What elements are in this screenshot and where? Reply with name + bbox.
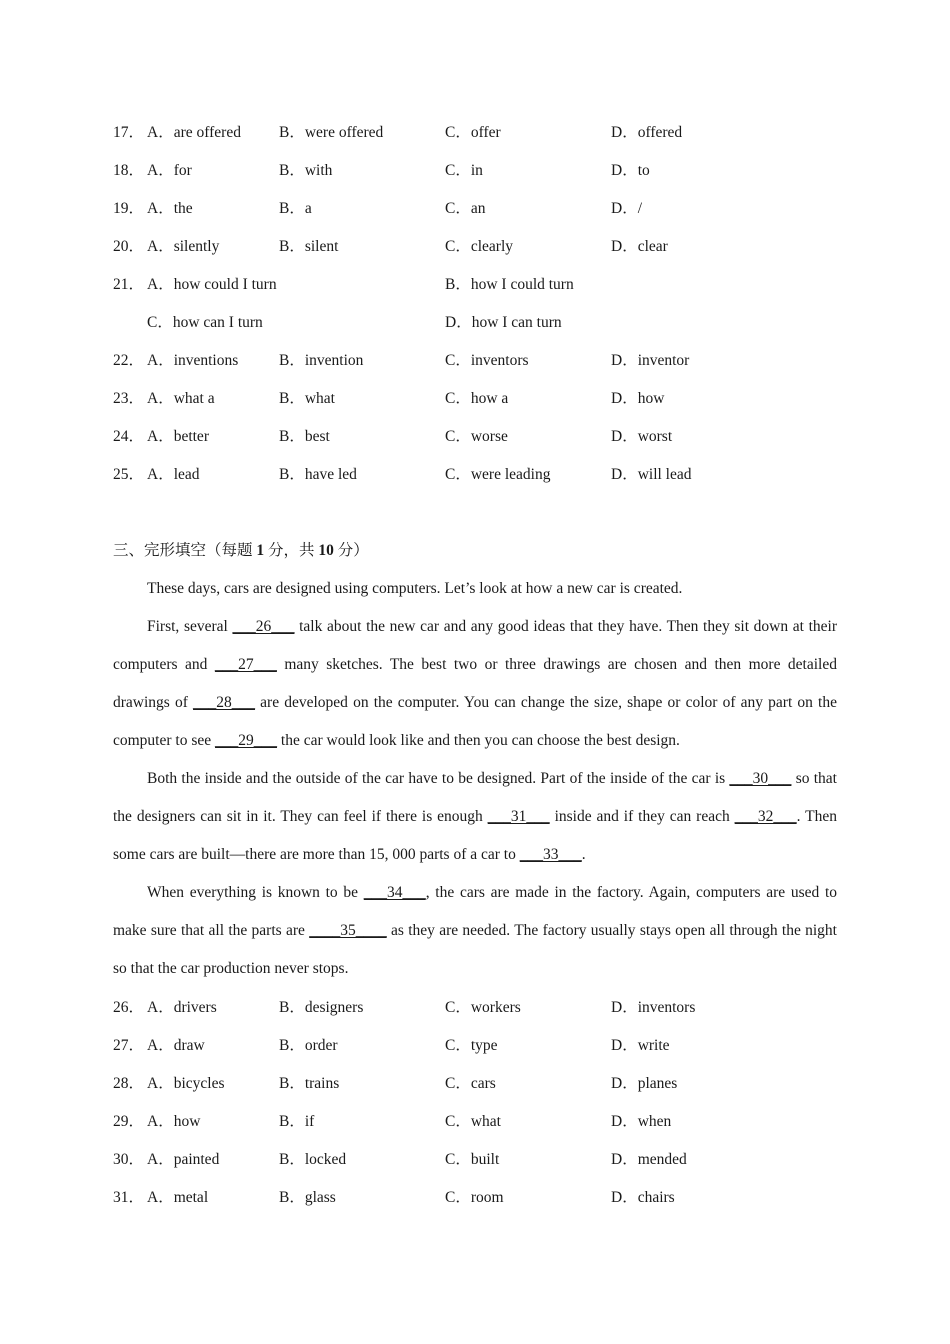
option-d: D．mended (611, 1151, 687, 1168)
question-29 (113, 1110, 837, 1134)
option-b: B．what (279, 390, 335, 407)
option-d: D．how I can turn (445, 314, 562, 331)
option-b: B．how I could turn (445, 276, 574, 293)
paragraph-text: talk about the new car and any good ideas that they have. Then they sit down at their computers and (113, 618, 837, 673)
option-b: B．if (279, 1113, 315, 1130)
question-27 (113, 1034, 837, 1058)
option-c: C．type (445, 1037, 498, 1054)
option-c: C．worse (445, 428, 508, 445)
option-b: B．locked (279, 1151, 347, 1168)
option-a: A．for (147, 162, 192, 179)
option-b: B．trains (279, 1075, 340, 1092)
option-c: C．workers (445, 999, 521, 1016)
blank-26: ___26___ (232, 618, 295, 635)
blank-33: ___33___ (519, 846, 582, 863)
blank-35: ____35____ (309, 922, 387, 939)
paragraph-text: , the cars are made in the factory. Again, computers are used to make sure that all the parts are (113, 884, 838, 939)
option-d: D．to (611, 162, 650, 179)
question-number: 18． (113, 162, 145, 179)
question-24 (113, 425, 837, 449)
question-22 (113, 349, 837, 373)
option-a: A．inventions (147, 352, 239, 369)
title-suffix: 分） (337, 542, 369, 559)
title-prefix: 三、完形填空（每题 (113, 542, 253, 559)
question-number: 31． (113, 1189, 145, 1206)
paragraph-text: Both the inside and the outside of the car have to be designed. Part of the inside of the car is (147, 770, 730, 787)
option-b: B．silent (279, 238, 339, 255)
question-18 (113, 159, 837, 183)
paragraph-text: . Then some cars are built—there are more than 15, 000 parts of a car to (113, 808, 837, 863)
question-number: 25． (113, 466, 145, 483)
paragraph-text: as they are needed. The factory usually stays open all through the night so that the car production never stops. (113, 922, 837, 977)
question-25 (113, 463, 837, 487)
option-d: D．planes (611, 1075, 678, 1092)
question-number: 29． (113, 1113, 145, 1130)
title-number-1: 1 (256, 542, 265, 559)
option-a: A．draw (147, 1037, 205, 1054)
paragraph-text: First, several (147, 618, 233, 635)
option-d: D．inventor (611, 352, 690, 369)
paragraph-text: These days, cars are designed using computers. Let’s look at how a new car is created. (147, 580, 683, 597)
paragraph-text: so that the designers can sit in it. They can feel if there is enough (113, 770, 837, 825)
option-a: A．drivers (147, 999, 217, 1016)
option-a: A．better (147, 428, 209, 445)
blank-31: ___31___ (487, 808, 550, 825)
option-d: D．offered (611, 124, 683, 141)
option-d: D．when (611, 1113, 672, 1130)
question-number: 19． (113, 200, 145, 217)
option-c: C．room (445, 1189, 504, 1206)
option-b: B．with (279, 162, 333, 179)
question-31 (113, 1186, 837, 1210)
option-a: A．are offered (147, 124, 241, 141)
option-d: D．chairs (611, 1189, 675, 1206)
question-21-line-2 (113, 311, 837, 335)
question-number: 17． (113, 124, 145, 141)
question-number: 30． (113, 1151, 145, 1168)
option-b: B．have led (279, 466, 357, 483)
question-19 (113, 197, 837, 221)
paragraph-text: many sketches. The best two or three drawings are chosen and then more detailed drawings of (113, 656, 837, 711)
question-23 (113, 387, 837, 411)
option-d: D．/ (611, 200, 643, 217)
option-b: B．order (279, 1037, 338, 1054)
question-30 (113, 1148, 837, 1172)
option-c: C．in (445, 162, 483, 179)
option-c: C．clearly (445, 238, 514, 255)
question-20 (113, 235, 837, 259)
blank-30: ___30___ (729, 770, 792, 787)
blank-27: ___27___ (214, 656, 277, 673)
option-c: C．offer (445, 124, 501, 141)
paragraph-text: inside and if they can reach (549, 808, 735, 825)
option-c: C．inventors (445, 352, 529, 369)
question-number: 23． (113, 390, 145, 407)
option-c: C．were leading (445, 466, 551, 483)
option-a: A．metal (147, 1189, 209, 1206)
option-b: B．glass (279, 1189, 336, 1206)
question-number: 24． (113, 428, 145, 445)
paragraph-text: . (581, 846, 586, 863)
option-a: A．how could I turn (147, 276, 277, 293)
passage-paragraph-3 (113, 760, 837, 874)
section-title (113, 539, 369, 563)
option-a: A．lead (147, 466, 200, 483)
question-17 (113, 121, 837, 145)
passage-paragraph-2 (113, 608, 837, 760)
title-number-2: 10 (318, 542, 334, 559)
option-b: B．a (279, 200, 312, 217)
option-d: D．worst (611, 428, 673, 445)
question-number: 26． (113, 999, 145, 1016)
option-a: A．bicycles (147, 1075, 225, 1092)
option-c: C．built (445, 1151, 500, 1168)
passage-paragraph-1 (113, 570, 837, 608)
blank-32: ___32___ (734, 808, 797, 825)
option-c: C．cars (445, 1075, 496, 1092)
option-d: D．how (611, 390, 665, 407)
option-c: C．how a (445, 390, 509, 407)
question-26 (113, 996, 837, 1020)
question-number: 20． (113, 238, 145, 255)
blank-28: ___28___ (193, 694, 256, 711)
option-a: A．what a (147, 390, 215, 407)
option-a: A．silently (147, 238, 220, 255)
option-a: A．painted (147, 1151, 220, 1168)
option-d: D．write (611, 1037, 670, 1054)
passage-paragraph-4 (113, 874, 837, 988)
title-mid: 分，共 (268, 542, 315, 559)
question-number: 22． (113, 352, 145, 369)
option-d: D．will lead (611, 466, 692, 483)
option-b: B．were offered (279, 124, 384, 141)
question-number: 21． (113, 276, 145, 293)
blank-34: ___34___ (363, 884, 426, 901)
paragraph-text: the car would look like and then you can choose the best design. (277, 732, 680, 749)
option-d: D．clear (611, 238, 668, 255)
option-c: C．how can I turn (147, 314, 263, 331)
question-21 (113, 273, 837, 297)
question-number: 27． (113, 1037, 145, 1054)
paragraph-text: When everything is known to be (147, 884, 364, 901)
question-number: 28． (113, 1075, 145, 1092)
option-d: D．inventors (611, 999, 696, 1016)
option-a: A．the (147, 200, 193, 217)
option-c: C．what (445, 1113, 501, 1130)
blank-29: ___29___ (215, 732, 278, 749)
option-c: C．an (445, 200, 486, 217)
option-a: A．how (147, 1113, 201, 1130)
option-b: B．best (279, 428, 330, 445)
option-b: B．designers (279, 999, 364, 1016)
option-b: B．invention (279, 352, 364, 369)
paragraph-text: are developed on the computer. You can change the size, shape or color of any part on the computer to see (113, 694, 837, 749)
question-28 (113, 1072, 837, 1096)
